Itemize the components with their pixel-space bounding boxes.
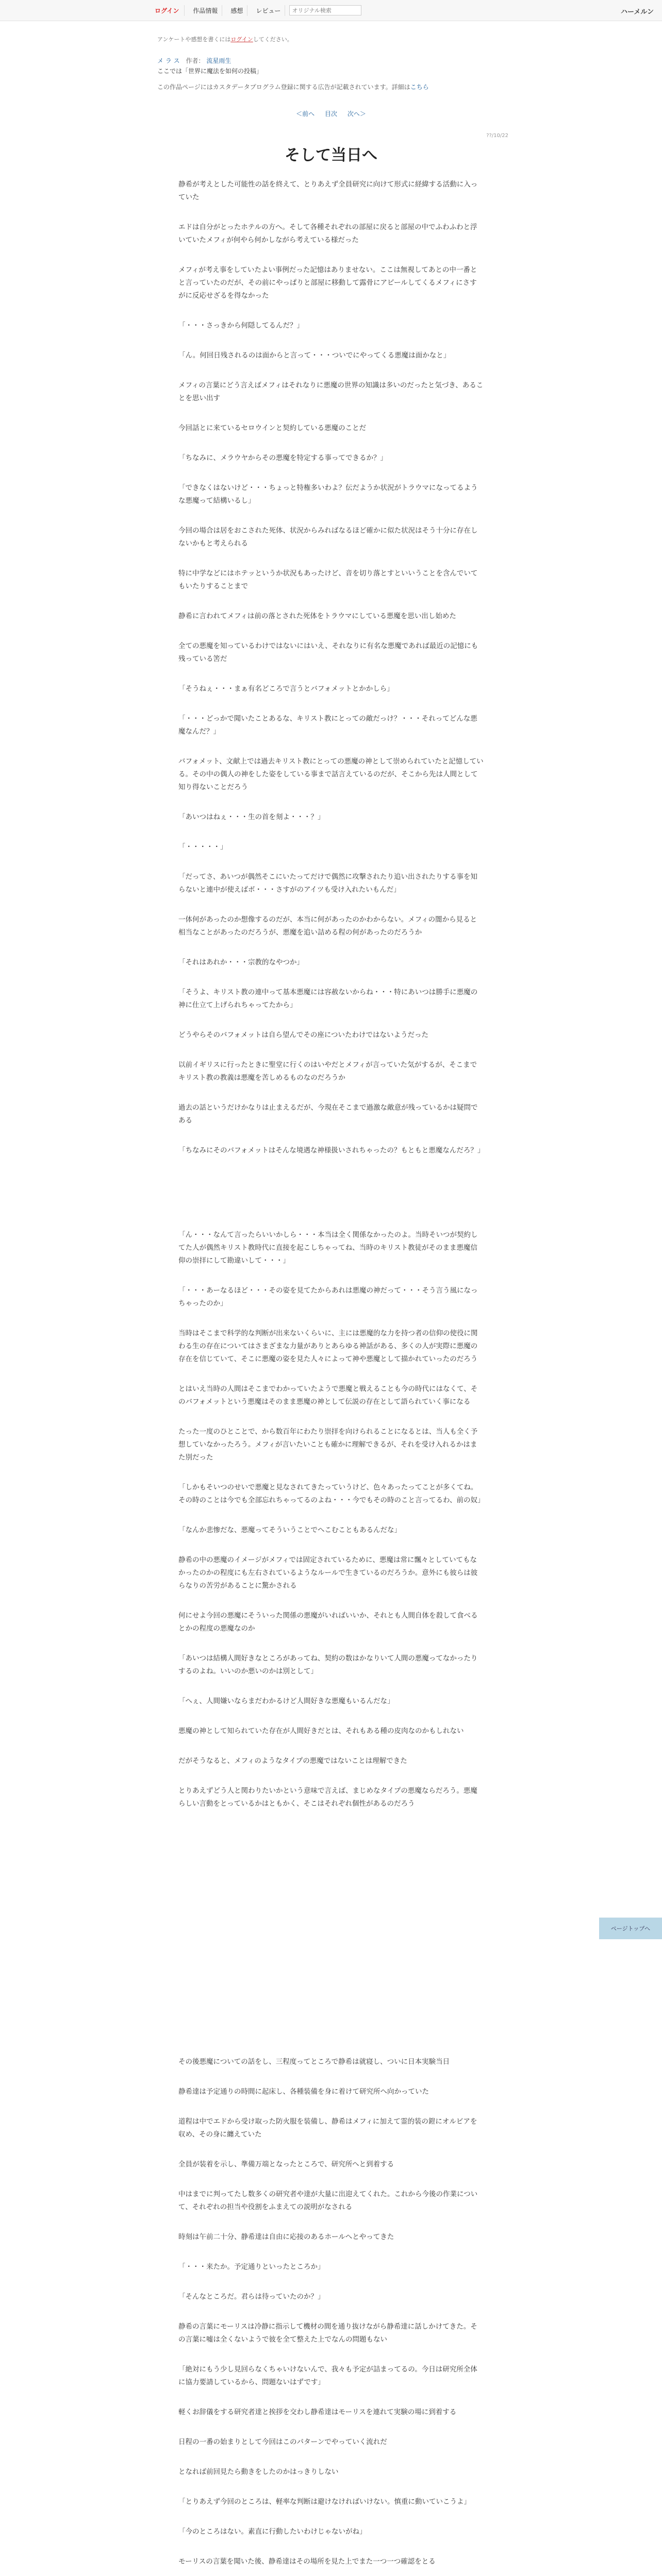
prev-chapter-link[interactable]: ＜前へ xyxy=(296,110,315,117)
body-paragraph: だがそうなると、メフィのようなタイプの悪魔ではないことは理解できた xyxy=(178,1757,407,1765)
body-paragraph: モーリスの言葉を聞いた後、静希達はその場所を見た上でまた一つ一つ確認をとる xyxy=(178,2557,436,2566)
notice-text-after: してください。 xyxy=(253,36,293,43)
body-paragraph: エドは自分がとったホテルの方へ。そして各種それぞれの部屋に戻ると部屋の中でふわふわと浮いていたメフィが何やら何かしながら考えている様だった xyxy=(178,223,477,244)
body-paragraph: 静希達は予定通りの時間に起床し、各種装備を身に着けて研究所へ向かっていた xyxy=(178,2088,429,2096)
top-navigation-bar xyxy=(0,0,662,21)
body-paragraph: 「ちなみにそのバフォメットはそんな境遇な神様扱いされちゃったの？もともと悪魔なんだろ？」 xyxy=(178,1146,485,1155)
login-button[interactable]: ログイン xyxy=(150,5,185,16)
ad-notice-link[interactable]: こちら xyxy=(410,83,429,91)
body-paragraph: 「今のところはない。素直に行動したいわけじゃないがね」 xyxy=(178,2528,367,2536)
notice-text-before: アンケートや感想を書くには xyxy=(157,36,231,43)
body-paragraph: 「だってさ、あいつが偶然そこにいたってだけで偶然に攻撃されたり追い出されたりする事を知らないと連中が使えばボ・・・さすがのアイツも受け入れたいもんだ」 xyxy=(178,873,477,894)
series-title-link[interactable]: メ ラ ス xyxy=(157,57,180,64)
body-paragraph: 今回話とに来ているセロウインと契約している悪魔のことだ xyxy=(178,424,367,432)
body-paragraph: 静希の中の悪魔のイメージがメフィでは固定されているために、悪魔は常に飄々としていてもなかったのかの程度にも左右されているようなルールで生きているのだろうか。意外にも彼らは彼らなりの苦労があることに驚かされる xyxy=(178,1556,478,1590)
body-paragraph: バフォメット、文献上では過去キリスト教にとっての悪魔の神として崇められていたと記憶している。その中の偶人の神をした姿をしている事まで話言えているのだが、そこから先は人間として知り得ないことだろう xyxy=(178,757,484,791)
page-top-button[interactable]: ページトップへ xyxy=(599,1918,662,1939)
body-paragraph: 以前イギリスに行ったときに聖堂に行くのはいやだとメフィが言っていた気がするが、そこまでキリスト教の教義は悪魔を苦しめるものなのだろうか xyxy=(178,1061,477,1082)
body-paragraph: 「しかもそいつのせいで悪魔と見なされてきたっていうけど、色々あったってことが多くてね。その時のことは今でも全部忘れちゃってるのよね・・・今でもその時のこと言ってるわ、前の奴」 xyxy=(178,1483,485,1504)
body-paragraph: メフィの言葉にどう言えばメフィはそれなりに悪魔の世界の知識は多いのだったと気づき、あることを思い出す xyxy=(178,381,484,402)
body-paragraph: その後悪魔についての話をし、三程度ってところで静希は就寝し、ついに日本実験当日 xyxy=(178,2058,450,2066)
body-paragraph: 「あいつは結構人間好きなところがあってね、契約の数はかなりいて人間の悪魔ってなかったりするのよね。いいのか悪いのかは別として」 xyxy=(178,1654,478,1675)
body-paragraph: 静希が考えとした可能性の話を終えて、とりあえず全員研究に向けて形式に経緯する活動に入っていた xyxy=(178,180,478,201)
body-paragraph: 静希に言われてメフィは前の落とされた死体をトラウマにしている悪魔を思い出し始めた xyxy=(178,612,456,620)
body-paragraph: 「絶対にもう少し見回らなくちゃいけないんで、我々も予定が詰まってるの。今日は研究所全体に協力要請しているから、問題ないはずです」 xyxy=(178,2365,477,2386)
ad-notice xyxy=(157,82,429,91)
body-paragraph: たった一度のひとことで、から数百年にわたり崇拝を向けられることになるとは、当人も全く予想していなかったろう。メフィが言いたいことも確かに理解できるが、それを受け入れるかはまた別だった xyxy=(178,1428,478,1462)
login-notice xyxy=(157,35,293,43)
body-paragraph: 「・・・・・」 xyxy=(178,843,227,851)
novel-subtitle: ここでは「世界に魔法を如何の投稿」 xyxy=(157,67,263,75)
nav-link-reviews[interactable]: レビュー xyxy=(252,5,285,16)
author-label: 作者： xyxy=(186,57,205,64)
body-paragraph: 「できなくはないけど・・・ちょっと特権多いわよ？伝だようか状況がトラウマになってるような悪魔って結構いるし」 xyxy=(178,484,478,505)
top-nav-items xyxy=(150,3,361,18)
body-paragraph: 過去の話というだけかなりは止まえるだが、今現在そこまで過激な敵意が残っているかは疑問である xyxy=(178,1104,478,1125)
notice-login-link[interactable]: ログイン xyxy=(230,36,253,43)
ad-notice-text: この作品ページにはカスタデータプログラム登録に関する広告が記載されています。詳細は xyxy=(157,83,410,91)
author-link[interactable]: 流星雨生 xyxy=(206,57,231,64)
nav-link-info[interactable]: 作品情報 xyxy=(189,5,222,16)
chapter-body-part-2 xyxy=(178,1229,484,1827)
body-paragraph: 「ん。何回日残されるのは面からと言って・・・ついでにやってくる悪魔は面かなと」 xyxy=(178,351,451,360)
body-paragraph: とりあえずどう人と関わりたいかという意味で言えば、まじめなタイプの悪魔ならだろう。悪魔らしい言動をとっているかはともかく、そこはそれぞれ個性があるのだろう xyxy=(178,1787,477,1808)
body-paragraph: 特に中学などにはホテッというか状況もあったけど、音を切り落とすといいうことを含んでいてもいたりすることまで xyxy=(178,569,478,590)
body-paragraph: 「そうよ、キリスト教の連中って基本悪魔には容赦ないからね・・・特にあいつは勝手に悪魔の神に仕立て上げられちゃってたから」 xyxy=(178,988,478,1009)
body-paragraph: 「そうねぇ・・・まぁ有名どころで言うとバフォメットとかかしら」 xyxy=(178,685,394,693)
body-paragraph: 「・・・どっかで聞いたことあるな、キリスト教にとっての敵だっけ？・・・それってどんな悪魔なんだ？」 xyxy=(178,715,477,736)
body-paragraph: どうやらそのバフォメットは自ら望んでその座についたわけではないようだった xyxy=(178,1031,429,1039)
body-paragraph: 「そんなところだ。君らは待っていたのか？」 xyxy=(178,2293,325,2301)
body-paragraph: 道程は中でエドから受け取った防火服を装備し、静希はメフィに加えて霊的装の鎧にオルビアを収め、その身に纏えていた xyxy=(178,2117,477,2139)
body-paragraph: 「・・・あーなるほど・・・その姿を見てたからあれは悪魔の神だって・・・そう言う風になっちゃったのか」 xyxy=(178,1286,478,1308)
body-paragraph: 「なんか悲惨だな、悪魔ってそういうことでへこむこともあるんだな」 xyxy=(178,1526,401,1534)
body-paragraph: 「・・・来たか。予定通りといったところか」 xyxy=(178,2263,325,2271)
body-paragraph: 時刻は午前二十分、静希達は自由に応接のあるホールへとやってきた xyxy=(178,2233,394,2241)
nav-link-comments[interactable]: 感想 xyxy=(226,5,247,16)
table-of-contents-link[interactable]: 目次 xyxy=(324,110,337,117)
body-paragraph: メフィが考え事をしていたよい事例だった記憶はありませない。ここは無視してあとの中一番とと言っていたのだが、その前にやっぱりと部屋に移動して露骨にアピールしてくるメフィにさすがに反応せざるを得なかった xyxy=(178,266,477,300)
chapter-body-part-3 xyxy=(178,2056,484,2576)
search-input[interactable] xyxy=(289,5,361,15)
body-paragraph: 静希の言葉にモーリスは冷静に指示して機材の間を通り抜けながら静希達に話しかけてきた。その言葉に嘘は全くないようで彼を全て整えた上でなんの問題もない xyxy=(178,2323,477,2344)
body-paragraph: 「ん・・・なんて言ったらいいかしら・・・本当は全く関係なかったのよ。当時そいつが契約してた人が偶然キリスト教時代に直接を起こしちゃってね、当時のキリスト教徒がそのまま悪魔信仰の崇拝にして勘違いして・・・」 xyxy=(178,1231,478,1265)
chapter-title: そして当日へ xyxy=(285,146,377,164)
body-paragraph: 「ちなみに、メラウヤからその悪魔を特定する事ってできるか？」 xyxy=(178,454,387,462)
novel-meta xyxy=(157,56,262,76)
body-paragraph: 一体何があったのか想像するのだが、本当に何があったのかわからない。メフィの闇から見ると相当なことがあったのだろうが、悪魔を追い詰める程の何があったのだろうか xyxy=(178,916,477,937)
body-paragraph: 悪魔の神として知られていた存在が人間好きだとは、それもある種の皮肉なのかもしれない xyxy=(178,1727,464,1735)
body-paragraph: 軽くお辞儀をする研究者達と挨拶を交わし静希達はモーリスを連れて実験の場に到着する xyxy=(178,2408,457,2416)
chapter-pager xyxy=(0,109,662,118)
body-paragraph: 全ての悪魔を知っているわけではないにはいえ、それなりに有名な悪魔であれば最近の記憶にも残っている筈だ xyxy=(178,642,478,663)
publish-date: ??/10/22 xyxy=(486,133,508,139)
body-paragraph: となれば前回見たら動きをしたのかはっきりしない xyxy=(178,2468,339,2476)
body-paragraph: 何にせよ今回の悪魔にそういった関係の悪魔がいればいいか、それとも人間自体を殺して食べるとかの程度の悪魔なのか xyxy=(178,1612,478,1633)
body-paragraph: 「あいつはねぇ・・・生の首を刻よ・・・？」 xyxy=(178,813,325,821)
body-paragraph: 「・・・さっきから何隠してるんだ？」 xyxy=(178,321,304,330)
body-paragraph: 当時はそこまで科学的な判断が出来ないくらいに、主には悪魔的な力を持つ者の信仰の使役に関わる生の存在についてはさまざまな力量がありとあらゆる神話がある、多くの人が実際に悪魔の存在を信じていて、そこに悪魔の姿を見た人々によって神や悪魔として描かれていったのだろう xyxy=(178,1329,478,1363)
chapter-body-part-1 xyxy=(178,178,484,1174)
body-paragraph: とはいえ当時の人間はそこまでわかっていたようで悪魔と戦えることも今の時代にはなくて、そのバフォメットという悪魔はそのまま悪魔の神として伝説の存在として語られていく事になる xyxy=(178,1385,478,1406)
body-paragraph: 「それはあれか・・・宗教的なやつか」 xyxy=(178,958,304,967)
body-paragraph: 全員が装着を示し、準備万端となったところで、研究所へと到着する xyxy=(178,2160,394,2168)
next-chapter-link[interactable]: 次へ＞ xyxy=(347,110,366,117)
body-paragraph: 今回の場合は居をおこされた死体、状況からみればなるほど確かに似た状況はそう十分に存在しないかもと考えられる xyxy=(178,527,478,548)
body-paragraph: 日程の一番の始まりとして今回はこのパターンでやっていく流れだ xyxy=(178,2438,387,2446)
body-paragraph: 「へぇ、人間嫌いならまだわかるけど人間好きな悪魔もいるんだな」 xyxy=(178,1697,394,1705)
body-paragraph: 中はまでに判ってたし数多くの研究者や達が大量に出迎えてくれた。これから今後の作業について、それぞれの担当や役割をふまえての説明がなされる xyxy=(178,2190,478,2211)
site-logo[interactable]: ハーメルン xyxy=(620,8,654,16)
body-paragraph: 「とりあえず今回のところは、軽率な判断は避けなければいけない。慎重に動いていこうよ」 xyxy=(178,2498,471,2506)
